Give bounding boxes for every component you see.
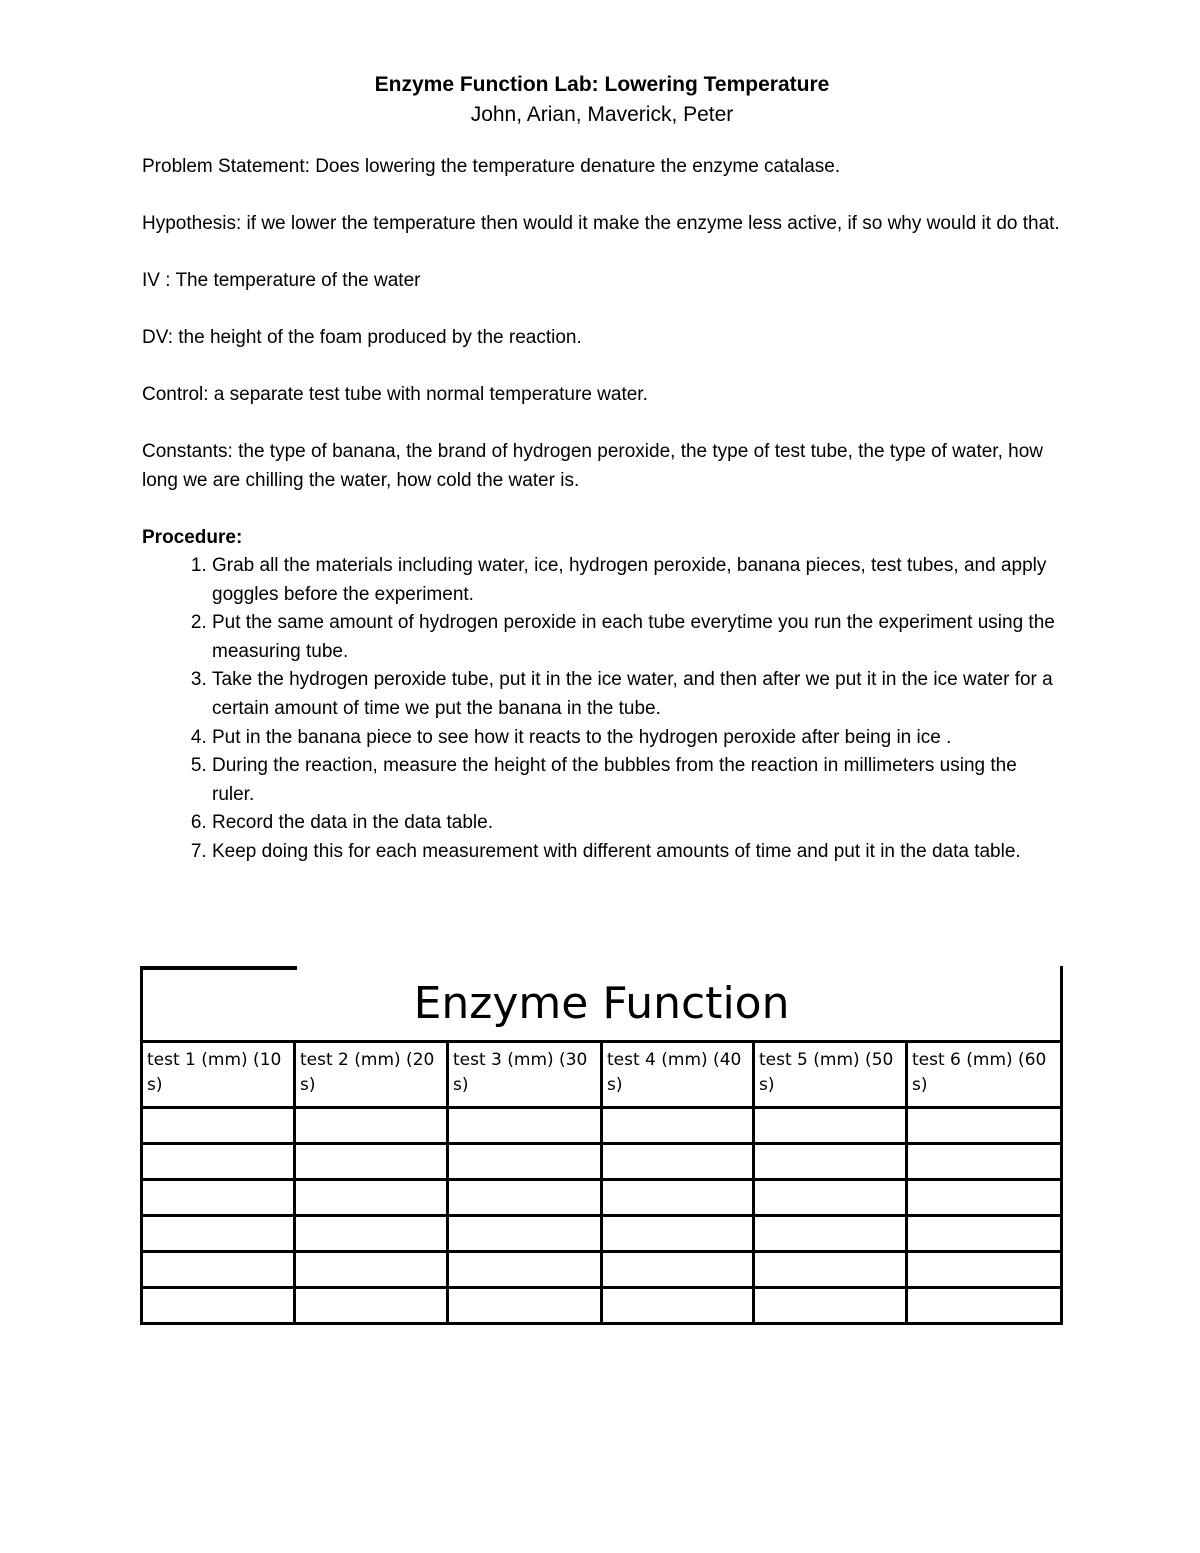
table-cell[interactable]: [142, 1288, 295, 1324]
table-row: [142, 1288, 1062, 1324]
procedure-step: 5. During the reaction, measure the height of the bubbles from the reaction in millimeters using the ruler.: [212, 752, 1062, 809]
table-cell[interactable]: [907, 1216, 1062, 1252]
table-cell[interactable]: [907, 1288, 1062, 1324]
independent-variable: IV : The temperature of the water: [142, 270, 421, 291]
table-cell[interactable]: [907, 1144, 1062, 1180]
problem-statement: Problem Statement: Does lowering the temperature denature the enzyme catalase.: [142, 156, 841, 177]
table-cell[interactable]: [448, 1252, 602, 1288]
table-cell[interactable]: [602, 1180, 754, 1216]
table-cell[interactable]: [142, 1144, 295, 1180]
document-authors: John, Arian, Maverick, Peter: [470, 103, 734, 126]
procedure-heading: Procedure:: [142, 527, 243, 548]
table-cell[interactable]: [448, 1216, 602, 1252]
table-cell[interactable]: [602, 1216, 754, 1252]
procedure-step: 4. Put in the banana piece to see how it reacts to the hydrogen peroxide after being in ice .: [212, 724, 1062, 753]
table-cell[interactable]: [754, 1144, 907, 1180]
document-page: [142, 70, 1062, 867]
column-header: test 4 (mm) (40 s): [602, 1042, 754, 1108]
procedure-step: 6. Record the data in the data table.: [212, 809, 1062, 838]
table-cell[interactable]: [907, 1180, 1062, 1216]
table-cell[interactable]: [142, 1252, 295, 1288]
column-header: test 2 (mm) (20 s): [295, 1042, 448, 1108]
table-cell[interactable]: [295, 1108, 448, 1144]
table-cell[interactable]: [142, 1108, 295, 1144]
table-cell[interactable]: [754, 1252, 907, 1288]
column-header: test 1 (mm) (10 s): [142, 1042, 295, 1108]
column-header: test 3 (mm) (30 s): [448, 1042, 602, 1108]
table-cell[interactable]: [754, 1180, 907, 1216]
table-title: Enzyme Function: [142, 966, 1062, 1042]
table-cell[interactable]: [295, 1144, 448, 1180]
table-cell[interactable]: [295, 1216, 448, 1252]
table-cell[interactable]: [907, 1108, 1062, 1144]
table-header-row: [142, 1042, 1062, 1108]
data-table: [140, 966, 1063, 1325]
table-row: [142, 1144, 1062, 1180]
constants: Constants: the type of banana, the brand of hydrogen peroxide, the type of test tube, the type of water, how long we are chilling the water, how cold the water is.: [142, 441, 1043, 491]
column-header: test 6 (mm) (60 s): [907, 1042, 1062, 1108]
table-row: [142, 1216, 1062, 1252]
table-cell[interactable]: [602, 1144, 754, 1180]
table-cell[interactable]: [907, 1252, 1062, 1288]
table-top-border: [140, 966, 297, 970]
table-cell[interactable]: [448, 1288, 602, 1324]
hypothesis: Hypothesis: if we lower the temperature then would it make the enzyme less active, if so why would it do that.: [142, 213, 1060, 234]
table-row: [142, 1180, 1062, 1216]
control: Control: a separate test tube with normal temperature water.: [142, 384, 648, 405]
table-row: [142, 1108, 1062, 1144]
table-cell[interactable]: [448, 1108, 602, 1144]
table-cell[interactable]: [754, 1216, 907, 1252]
table-cell[interactable]: [142, 1216, 295, 1252]
table-cell[interactable]: [754, 1288, 907, 1324]
table-cell[interactable]: [295, 1288, 448, 1324]
procedure-list: [142, 552, 1062, 867]
table-cell[interactable]: [448, 1180, 602, 1216]
table-title-row: [142, 966, 1062, 1042]
table-cell[interactable]: [602, 1252, 754, 1288]
table-cell[interactable]: [754, 1108, 907, 1144]
procedure-step: 2. Put the same amount of hydrogen peroxide in each tube everytime you run the experiment using the measuring tube.: [212, 609, 1062, 666]
table-cell[interactable]: [295, 1180, 448, 1216]
table-cell[interactable]: [602, 1288, 754, 1324]
table-cell[interactable]: [142, 1180, 295, 1216]
table-cell[interactable]: [448, 1144, 602, 1180]
procedure-step: 7. Keep doing this for each measurement with different amounts of time and put it in the data table.: [212, 838, 1062, 867]
column-header: test 5 (mm) (50 s): [754, 1042, 907, 1108]
table-row: [142, 1252, 1062, 1288]
procedure-step: 3. Take the hydrogen peroxide tube, put it in the ice water, and then after we put it in the ice water for a certain amount of time we put the banana in the tube.: [212, 666, 1062, 723]
dependent-variable: DV: the height of the foam produced by the reaction.: [142, 327, 582, 348]
procedure-step: 1. Grab all the materials including water, ice, hydrogen peroxide, banana pieces, test tubes, and apply goggles before the experiment.: [212, 552, 1062, 609]
table-cell[interactable]: [602, 1108, 754, 1144]
table-cell[interactable]: [295, 1252, 448, 1288]
document-title: Enzyme Function Lab: Lowering Temperature: [374, 73, 830, 96]
